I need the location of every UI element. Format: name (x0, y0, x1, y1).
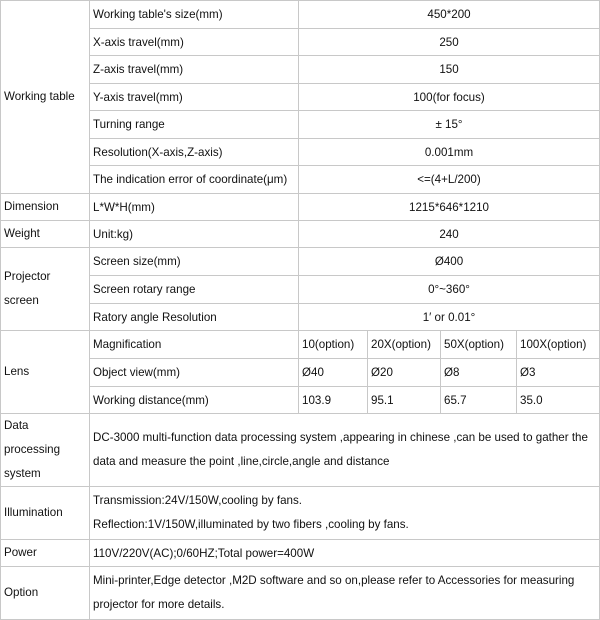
spec-value: 1215*646*1210 (299, 194, 600, 221)
spec-label: Working distance(mm) (90, 387, 299, 414)
spec-label: Working table's size(mm) (90, 1, 299, 29)
table-row (1, 567, 600, 620)
spec-label: Turning range (90, 111, 299, 139)
category-working-table: Working table (1, 1, 90, 194)
spec-value: 100(for focus) (299, 84, 600, 111)
description-line: Reflection:1V/150W,illuminated by two fibers ,cooling by fans. (93, 518, 409, 531)
spec-label: Y-axis travel(mm) (90, 84, 299, 111)
spec-label: Unit:kg) (90, 221, 299, 248)
lens-cell: Ø3 (517, 359, 600, 387)
table-row (1, 111, 600, 139)
table-row (1, 359, 600, 387)
illumination-description (90, 487, 600, 540)
lens-cell: 95.1 (368, 387, 441, 414)
lens-cell: 35.0 (517, 387, 600, 414)
lens-cell: 20X(option) (368, 331, 441, 359)
table-row (1, 414, 600, 487)
spec-label: Ratory angle Resolution (90, 304, 299, 331)
spec-label: L*W*H(mm) (90, 194, 299, 221)
spec-value: Ø400 (299, 248, 600, 276)
lens-cell: Ø8 (441, 359, 517, 387)
spec-label: Magnification (90, 331, 299, 359)
table-row (1, 56, 600, 84)
lens-cell: Ø20 (368, 359, 441, 387)
category-data-processing: Data processing system (1, 414, 90, 487)
table-row (1, 487, 600, 540)
table-row (1, 221, 600, 248)
power-value: 110V/220V(AC);0/60HZ;Total power=400W (90, 540, 600, 567)
option-description (90, 567, 600, 620)
table-row (1, 139, 600, 166)
table-row (1, 387, 600, 414)
lens-cell: 10(option) (299, 331, 368, 359)
table-row (1, 331, 600, 359)
table-row (1, 194, 600, 221)
spec-value: 1′ or 0.01° (299, 304, 600, 331)
table-row (1, 166, 600, 194)
spec-value: 0.001mm (299, 139, 600, 166)
category-weight: Weight (1, 221, 90, 248)
category-dimension: Dimension (1, 194, 90, 221)
spec-value: <=(4+L/200) (299, 166, 600, 194)
category-lens: Lens (1, 331, 90, 414)
table-row (1, 304, 600, 331)
data-processing-description (90, 414, 600, 487)
spec-value: 250 (299, 29, 600, 56)
lens-cell: 103.9 (299, 387, 368, 414)
lens-cell: 100X(option) (517, 331, 600, 359)
table-row (1, 540, 600, 567)
category-power: Power (1, 540, 90, 567)
spec-label: Resolution(X-axis,Z-axis) (90, 139, 299, 166)
table-row (1, 1, 600, 29)
spec-label: X-axis travel(mm) (90, 29, 299, 56)
lens-cell: 65.7 (441, 387, 517, 414)
description-line: DC-3000 multi-function data processing system ,appearing in chinese ,can be used to gather the (93, 431, 588, 444)
category-option: Option (1, 567, 90, 620)
table-row (1, 248, 600, 276)
lens-cell: 50X(option) (441, 331, 517, 359)
spec-value: 150 (299, 56, 600, 84)
spec-value: ± 15° (299, 111, 600, 139)
lens-cell: Ø40 (299, 359, 368, 387)
category-projector-screen: Projector screen (1, 248, 90, 331)
category-illumination: Illumination (1, 487, 90, 540)
description-line: Mini-printer,Edge detector ,M2D software and so on,please refer to Accessories for measuring (93, 574, 575, 587)
description-line: data and measure the point ,line,circle,angle and distance (93, 455, 390, 468)
table-row (1, 276, 600, 304)
description-line: projector for more details. (93, 598, 225, 611)
spec-value: 240 (299, 221, 600, 248)
spec-label: Object view(mm) (90, 359, 299, 387)
table-row (1, 84, 600, 111)
spec-label: Z-axis travel(mm) (90, 56, 299, 84)
spec-label: The indication error of coordinate(μm) (90, 166, 299, 194)
spec-value: 450*200 (299, 1, 600, 29)
spec-value: 0°~360° (299, 276, 600, 304)
spec-label: Screen rotary range (90, 276, 299, 304)
description-line: Transmission:24V/150W,cooling by fans. (93, 494, 303, 507)
table-row (1, 29, 600, 56)
spec-label: Screen size(mm) (90, 248, 299, 276)
